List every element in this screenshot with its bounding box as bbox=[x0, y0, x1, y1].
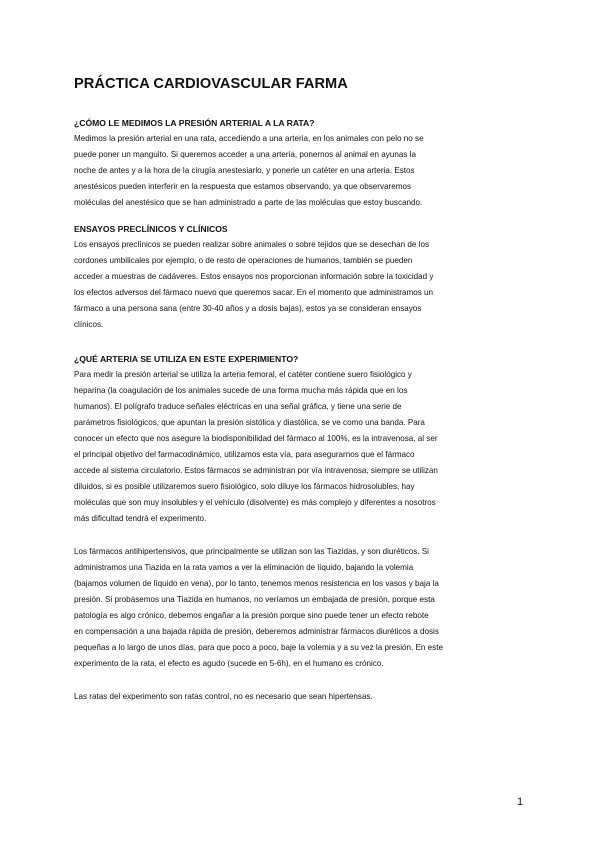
paragraph-line: los efectos adversos del fármaco nuevo que queremos sacar. En el momento que administramos un bbox=[74, 288, 434, 298]
paragraph-line: moléculas del anestésico que se han administrado a parte de las moléculas que estoy buscando. bbox=[74, 198, 423, 208]
paragraph-line: moléculas que son muy insolubles y el vehículo (disolvente) es más complejo y diferentes a nosotros bbox=[74, 497, 436, 507]
paragraph-line: acceder a muestras de cadáveres. Estos ensayos nos proporcionan información sobre la toxicidad y bbox=[74, 272, 434, 282]
section-heading-blood-pressure: ¿CÓMO LE MEDIMOS LA PRESIÓN ARTERIAL A LA RATA? bbox=[74, 118, 315, 128]
paragraph-line: puede poner un manguito. Si queremos acceder a una arteria, ponernos al animal en ayunas la bbox=[74, 150, 416, 160]
paragraph-line: Los ensayos preclínicos se pueden realizar sobre animales o sobre tejidos que se desechan de los bbox=[74, 240, 429, 250]
section-heading-clinical-trials: ENSAYOS PRECLÍNICOS Y CLÍNICOS bbox=[74, 224, 228, 235]
paragraph-line: diluidos, si es posible utilizaremos suero fisiológico, solo diluye los fármacos hidrosolubles, hay bbox=[74, 481, 415, 491]
paragraph-line: Medimos la presión arterial en una rata, accediendo a una arteria, en los animales con pelo no se bbox=[74, 134, 424, 143]
paragraph-control-rats bbox=[74, 689, 528, 705]
paragraph-line: Los fármacos antihipertensivos, que principalmente se utilizan son las Tiazidas, y son diuréticos. Si bbox=[74, 546, 429, 556]
section-paragraph-artery bbox=[74, 367, 528, 527]
paragraph-line: experimento de la rata, el efecto es agudo (sucede en 5-6h), en el humano es crónico. bbox=[74, 659, 384, 669]
document-page bbox=[74, 76, 528, 705]
paragraph-line: fármaco a una persona sana (entre 30-40 años y a dosis bajas), estos ya se consideran ensayos bbox=[74, 304, 422, 314]
section-paragraph-blood-pressure bbox=[74, 131, 528, 211]
paragraph-line: Para medir la presión arterial se utiliza la arteria femoral, el catéter contiene suero fisiológico y bbox=[74, 369, 412, 379]
paragraph-line: accede al sistema circulatorio. Estos fármacos se administran por vía intravenosa, siempre se utilizan bbox=[74, 465, 438, 475]
paragraph-line: heparina (la coagulación de los animales sucede de una forma mucha más rápida que en los bbox=[74, 385, 408, 395]
document-title: PRÁCTICA CARDIOVASCULAR FARMA bbox=[74, 76, 348, 92]
section-heading-artery: ¿QUÉ ARTERIA SE UTILIZA EN ESTE EXPERIMIENTO? bbox=[74, 353, 299, 364]
paragraph-antihypertensives bbox=[74, 544, 528, 672]
paragraph-line: parámetros fisiológicos, que apuntan la presión sistólica y diastólica, se ve como una banda. Para bbox=[74, 417, 425, 427]
paragraph-line: cordones umbilicales por ejemplo, o de resto de operaciones de humanos, también se pueden bbox=[74, 256, 413, 266]
paragraph-line: presión. Si probásemos una Tiazida en humanos, no veríamos un embajada de presión, porque esta bbox=[74, 595, 435, 605]
paragraph-line: conocer un efecto que nos asegure la biodisponibilidad del fármaco al 100%, es la intravenosa, al ser bbox=[74, 433, 438, 443]
page-number: 1 bbox=[517, 796, 524, 808]
paragraph-line: en compensación a una bajada rápida de presión, deberemos administrar fármacos diuréticos a dosis bbox=[74, 627, 439, 637]
paragraph-line: administramos una Tiazida en la rata vamos a ver la eliminación de líquido, bajando la volemia bbox=[74, 563, 414, 573]
paragraph-line: anestésicos pueden interferir en la respuesta que estamos observando, ya que observaremos bbox=[74, 182, 411, 192]
paragraph-line: el principal objetivo del farmacodinámico, utilizamos esta vía, para asegurarnos que el fármaco bbox=[74, 449, 415, 459]
paragraph-line: humanos). El polígrafo traduce señales eléctricas en una señal gráfica, y tiene una serie de bbox=[74, 401, 402, 411]
paragraph-line: clínicos. bbox=[74, 320, 104, 330]
paragraph-line: noche de antes y a la hora de la cirugía anestesiarlo, y ponerle un catéter en una arteria. Estos bbox=[74, 166, 415, 176]
paragraph-line: patología es algo crónico, debemos engañar a la presión porque sino puede tener un efecto rebote bbox=[74, 611, 429, 621]
paragraph-line: (bajamos volumen de líquido en vena), por lo tanto, tenemos menos resistencia en los vasos y baja la bbox=[74, 579, 439, 589]
paragraph-line: pequeñas a lo largo de unos días, para que poco a poco, baje la volemia y a su vez la presión. En este bbox=[74, 643, 443, 653]
section-paragraph-clinical-trials bbox=[74, 237, 528, 333]
paragraph-line: Las ratas del experimento son ratas control, no es necesario que sean hipertensas. bbox=[74, 692, 373, 702]
paragraph-line: más dificultad tendrá el experimento. bbox=[74, 513, 207, 523]
